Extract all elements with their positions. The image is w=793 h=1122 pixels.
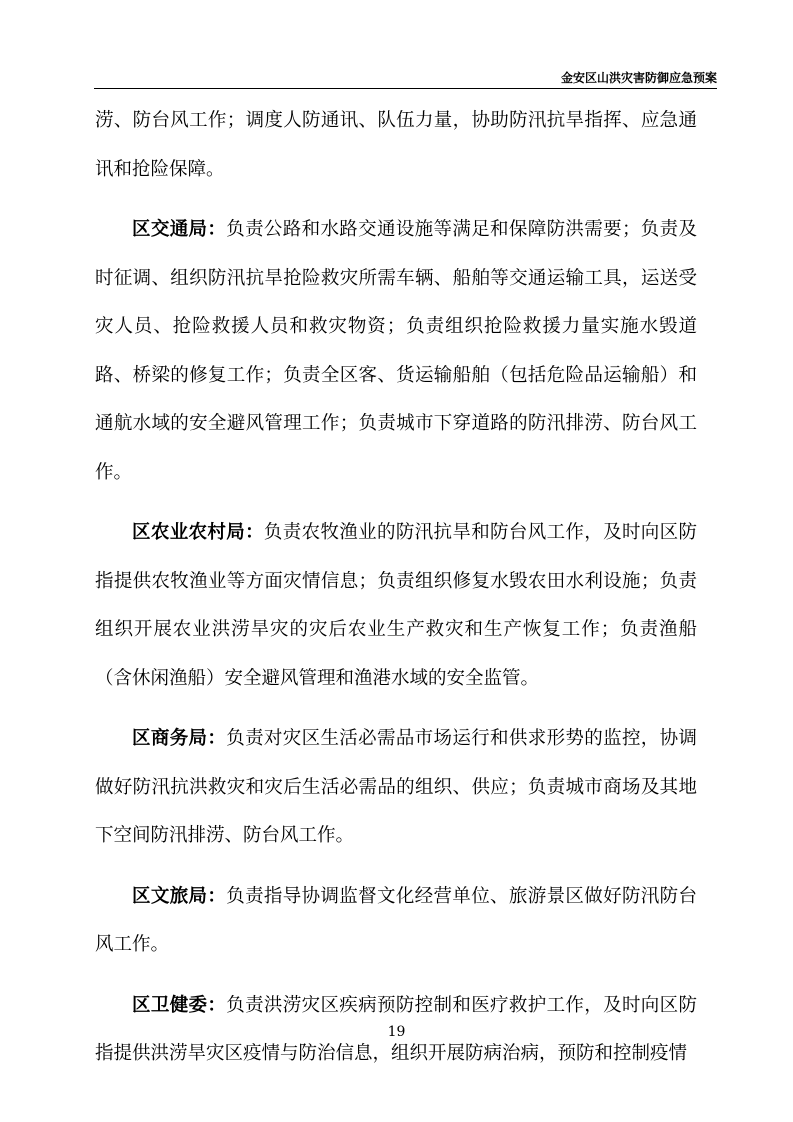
page-number: 19 xyxy=(387,1024,406,1040)
paragraph-continuation xyxy=(95,97,697,194)
running-header-title: 金安区山洪灾害防御应急预案 xyxy=(560,71,717,85)
department-heading: 区农业农村局： xyxy=(132,522,264,543)
paragraph-text: 涝、防台风工作；调度人防通讯、队伍力量，协助防汛抗旱指挥、应急通讯和抢险保障。 xyxy=(95,110,697,180)
header-divider xyxy=(94,88,717,89)
paragraph-transport-bureau xyxy=(95,206,697,497)
paragraph-text: 负责农牧渔业的防汛抗旱和防台风工作，及时向区防指提供农牧渔业等方面灾情信息；负责组织修复水毁农田水利设施；负责组织开展农业洪涝旱灾的灾后农业生产救灾和生产恢复工作；负责渔船（含休闲渔船）安全避风管理和渔港水域的安全监管。 xyxy=(95,522,697,689)
paragraph-text: 负责对灾区生活必需品市场运行和供求形势的监控，协调做好防汛抗洪救灾和灾后生活必需品的组织、供应；负责城市商场及其地下空间防汛排涝、防台风工作。 xyxy=(95,728,697,846)
paragraph-text: 负责指导协调监督文化经营单位、旅游景区做好防汛防台风工作。 xyxy=(95,885,697,955)
paragraph-culture-tourism-bureau xyxy=(95,873,697,970)
paragraph-commerce-bureau xyxy=(95,715,697,861)
department-heading: 区商务局： xyxy=(132,728,227,749)
document-body xyxy=(95,97,697,1091)
department-heading: 区交通局： xyxy=(132,219,227,240)
department-heading: 区文旅局： xyxy=(132,885,227,907)
department-heading: 区卫健委： xyxy=(132,994,227,1016)
paragraph-agriculture-bureau xyxy=(95,509,697,703)
paragraph-text: 负责洪涝灾区疾病预防控制和医疗救护工作，及时向区防指提供洪涝旱灾区疫情与防治信息，组织开展防病治病，预防和控制疫情 xyxy=(95,994,697,1064)
paragraph-text: 负责公路和水路交通设施等满足和保障防洪需要；负责及时征调、组织防汛抗旱抢险救灾所需车辆、船舶等交通运输工具，运送受灾人员、抢险救援人员和救灾物资；负责组织抢险救援力量实施水毁道路、桥梁的修复工作；负责全区客、货运输船舶（包括危险品运输船）和通航水域的安全避风管理工作；负责城市下穿道路的防汛排涝、防台风工作。 xyxy=(95,219,697,483)
